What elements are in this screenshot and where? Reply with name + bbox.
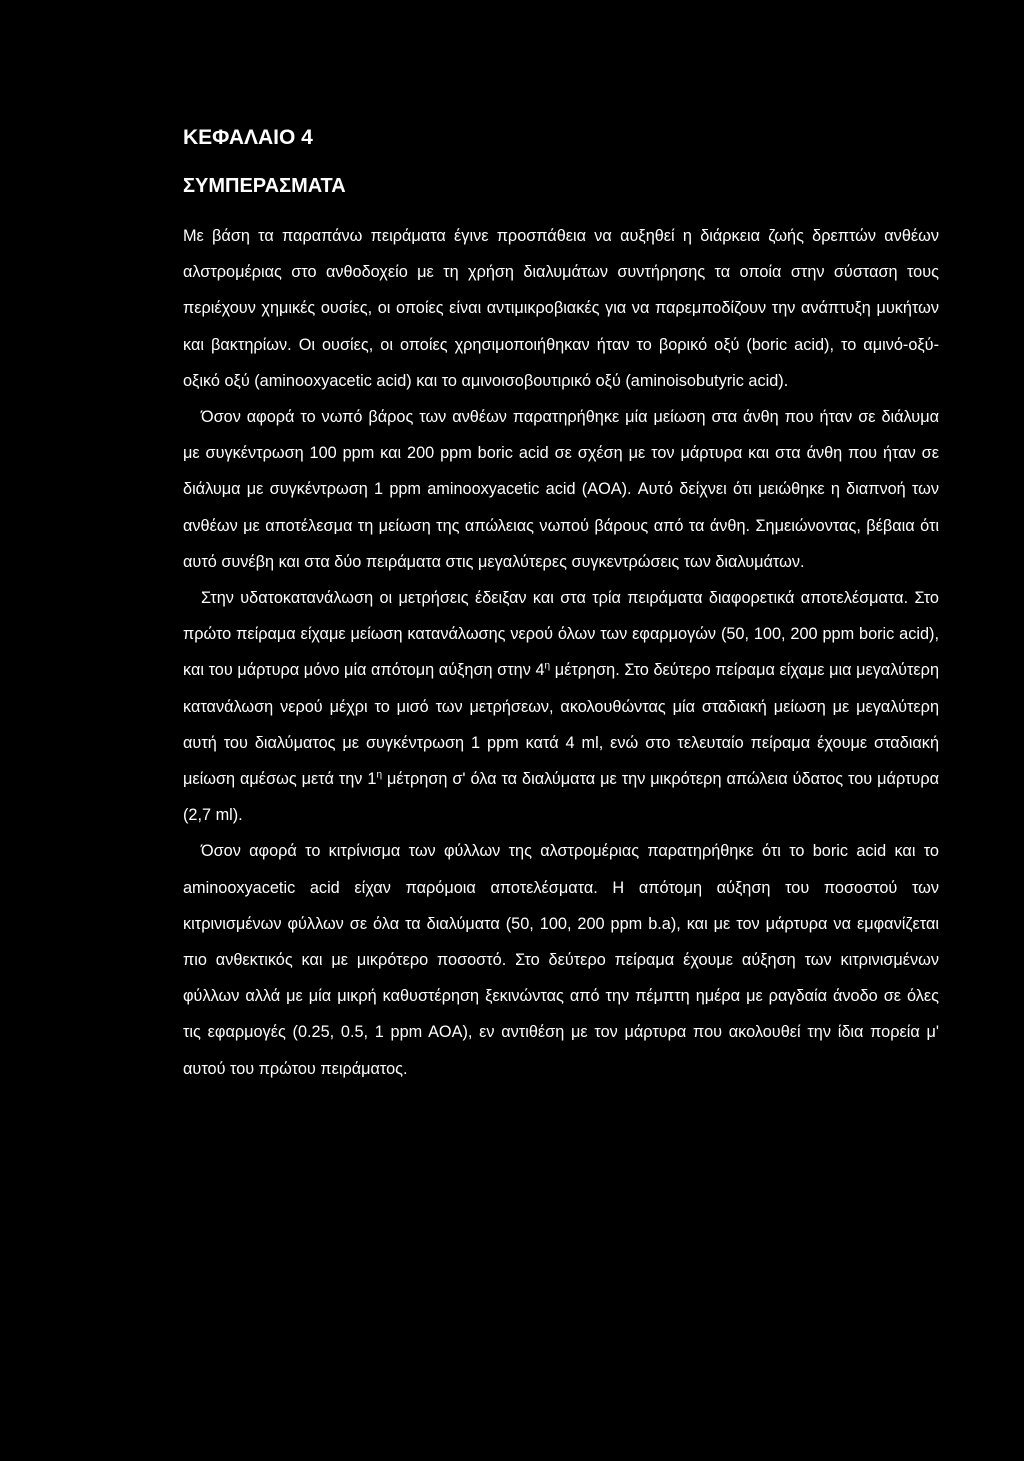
document-page [183, 118, 939, 1087]
paragraph-1-part-b: Όσον αφορά το νωπό βάρος των ανθέων παρατηρήθηκε μία μείωση στα άνθη που ήταν σε διάλυμα με συγκέντρωση 100 ppm και 200 ppm boric acid σε σχέση με τον μάρτυρα και στα άνθη που ήταν σε διάλυμα με συγκέντρωση 1 ppm aminooxyacetic acid (AOA). Αυτό δείχνει ότι μειώθηκε η διαπνοή των ανθέων με αποτέλεσμα τη μείωση της απώλειας νωπού βάρους από τα άνθη. Σημειώνοντας, βέβαια ότι αυτό συνέβη και στα δύο πειράματα στις μεγαλύτερες συγκεντρώσεις των διαλυμάτων. [183, 408, 939, 571]
paragraph-3: Όσον αφορά το κιτρίνισμα των φύλλων της αλστρομέριας παρατηρήθηκε ότι το boric acid και το aminooxyacetic acid είχαν παρόμοια αποτελέσματα. Η απότομη αύξηση του ποσοστού των κιτρινισμένων φύλλων σε όλα τα διαλύματα (50, 100, 200 ppm b.a), και με τον μάρτυρα να εμφανίζεται πιο ανθεκτικός και με μικρότερο ποσοστό. Στο δεύτερο πείραμα έχουμε αύξηση των κιτρινισμένων φύλλων αλλά με μία μικρή καθυστέρηση ξεκινώντας από την πέμπτη ημέρα με ραγδαία άνοδο σε όλες τις εφαρμογές (0.25, 0.5, 1 ppm AOA), εν αντιθέση με τον μάρτυρα που ακολουθεί την ίδια πορεία μ' αυτού του πρώτου πειράματος. [183, 842, 939, 1078]
paragraph-1 [183, 218, 939, 580]
paragraph-2 [183, 580, 939, 833]
paragraph-2-part-b: μέτρηση. Στο δεύτερο πείραμα είχαμε μια μεγαλύτερη κατανάλωση νερού μέχρι το μισό των μετρήσεων, ακολουθώντας μία σταδιακή μείωση με μεγαλύτερη αυτή του διαλύματος με συγκέντρωση 1 ppm κατά 4 ml, ενώ στο τελευταίο πείραμα έχουμε σταδιακή μείωση αμέσως μετά την 1 [183, 661, 940, 789]
paragraph-2-part-a: Στην υδατοκατανάλωση οι μετρήσεις έδειξαν και στα τρία πειράματα διαφορετικά αποτελέσματα. Στο πρώτο πείραμα είχαμε μείωση κατανάλωσης νερού όλων των εφαρμογών (50, 100, 200 ppm boric acid), και του μάρτυρα μόνο μία απότομη αύξηση στην 4 [183, 589, 939, 680]
chapter-heading: ΚΕΦΑΛΑΙΟ 4 [183, 126, 313, 149]
paragraph-2-part-c: μέτρηση σ' όλα τα διαλύματα με την μικρότερη απώλεια ύδατος του μάρτυρα (2,7 ml). [183, 770, 939, 825]
ordinal-superscript-1: η [544, 661, 551, 673]
section-title: ΣΥΜΠΕΡΑΣΜΑΤΑ [183, 175, 346, 197]
paragraph-1-part-a: Με βάση τα παραπάνω πειράματα έγινε προσπάθεια να αυξηθεί η διάρκεια ζωής δρεπτών ανθέων αλστρομέριας στο ανθοδοχείο με τη χρήση διαλυμάτων συντήρησης τα οποία στην σύσταση τους περιέχουν χημικές ουσίες, οι οποίες είναι αντιμικροβιακές για να παρεμποδίζουν την ανάπτυξη μυκήτων και βακτηρίων. Οι ουσίες, οι οποίες χρησιμοποιήθηκαν ήταν το βορικό οξύ (boric acid), το αμινό-οξύ-οξικό οξύ (aminooxyacetic acid) και το αμινοισοβουτιρικό οξύ (aminoisobutyric acid). [183, 227, 939, 390]
ordinal-superscript-2: η [376, 769, 382, 781]
